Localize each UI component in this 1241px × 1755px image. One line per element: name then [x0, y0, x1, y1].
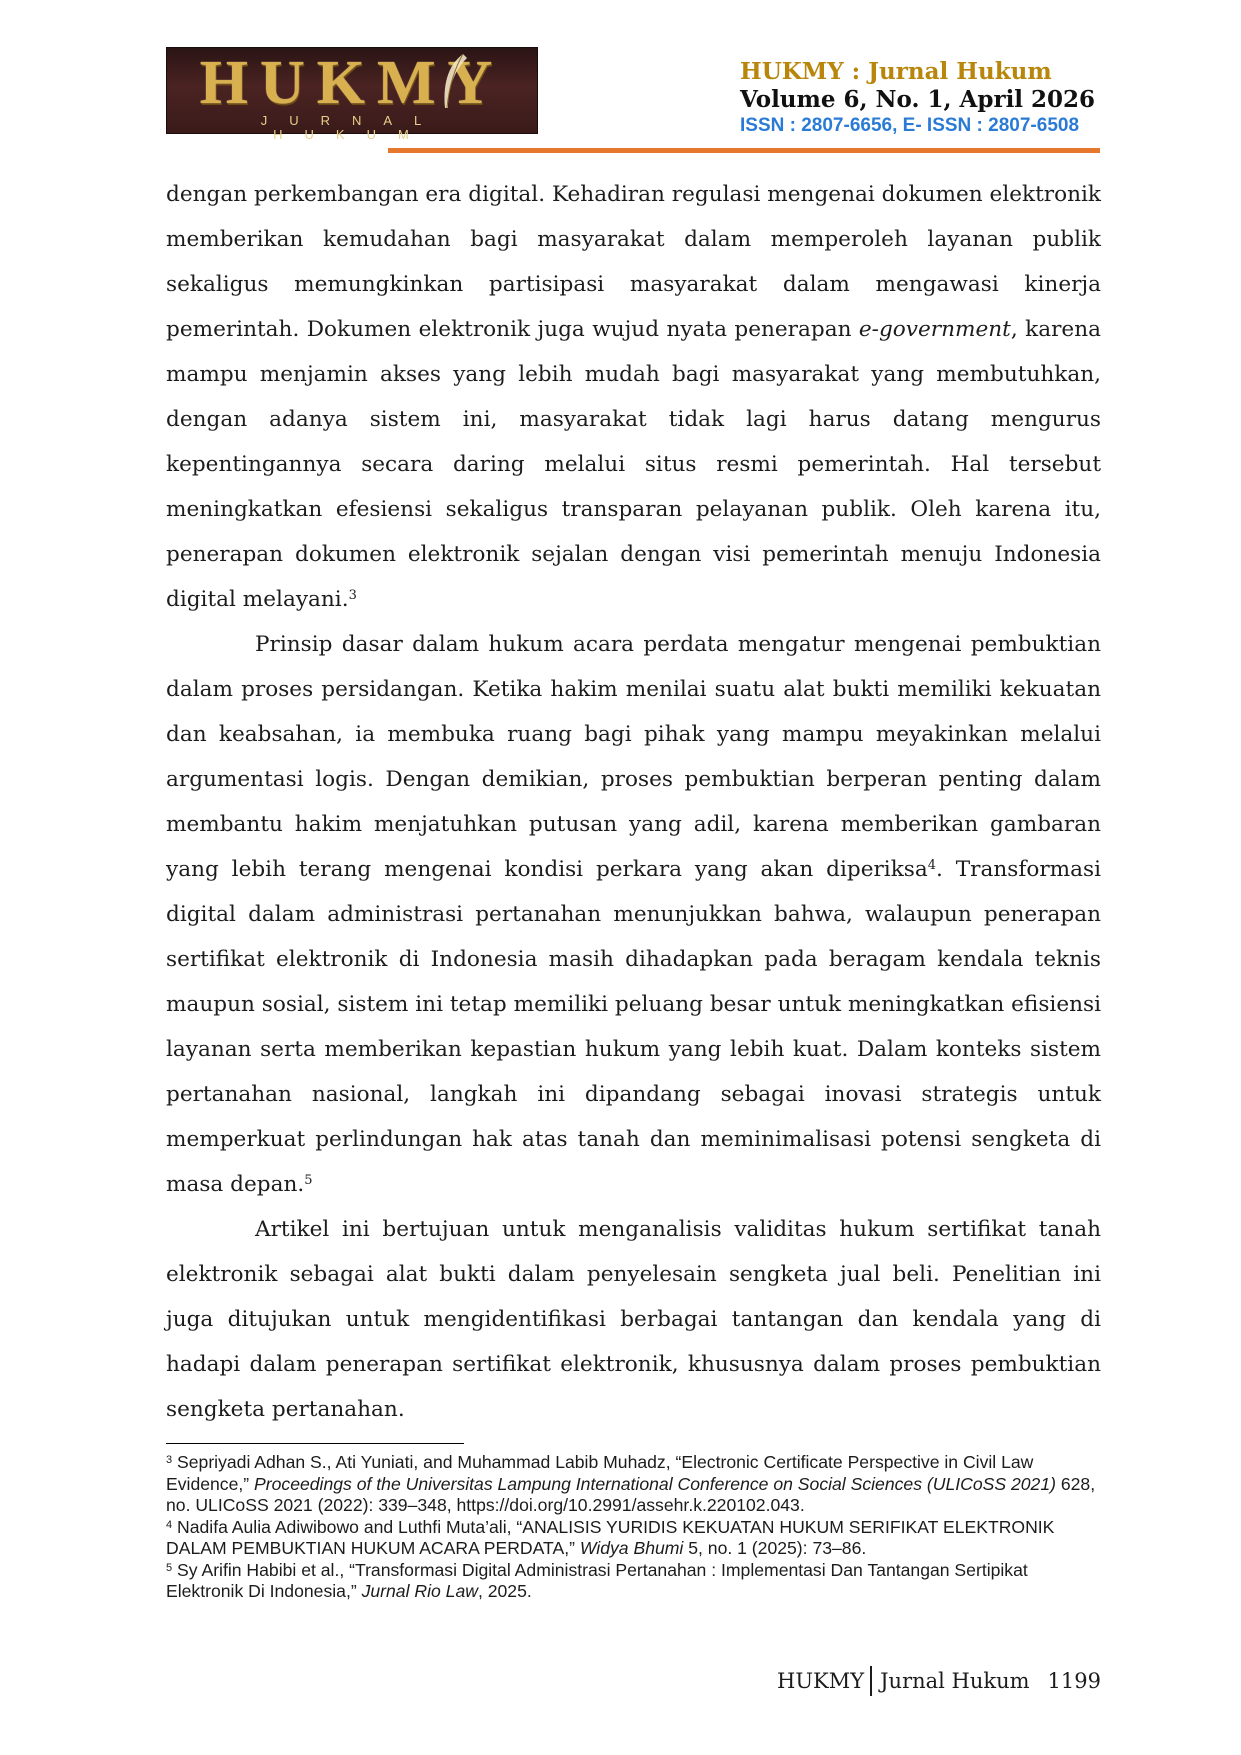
logo-subtitle: JURNAL HUKUM: [260, 113, 444, 142]
footnote-source-title: Jurnal Rio Law: [361, 1581, 478, 1601]
journal-name: HUKMY : Jurnal Hukum: [740, 58, 1052, 85]
footer-section: Jurnal Hukum: [880, 1669, 1030, 1693]
footnote-source-title: Proceedings of the Universitas Lampung International Conference on Social Sciences (ULICoSS 2021): [254, 1473, 1056, 1494]
logo-wordmark: HUKMY: [199, 49, 505, 117]
footnote-ref-5[interactable]: 5: [304, 1173, 313, 1188]
paragraph-1-emphasis: e-government: [858, 317, 1011, 342]
footnote-text: Sy Arifin Habibi et al., “Transformasi Digital Administrasi Pertanahan : Implementasi Dan Tantangan Sertipikat Elektronik Di Indonesia,”: [166, 1559, 1028, 1601]
journal-logo: [166, 47, 538, 142]
footer-journal: HUKMY: [777, 1669, 865, 1693]
footnote-source-title: Widya Bhumi: [579, 1538, 684, 1558]
journal-header-info: [740, 58, 1160, 138]
paragraph-3: Artikel ini bertujuan untuk menganalisis validitas hukum sertifikat tanah elektronik sebagai alat bukti dalam penyelesain sengketa jual beli. Penelitian ini juga ditujukan untuk mengidentifikasi berbagai tantangan dan kendala yang di hadapi dalam penerapan sertifikat elektronik, khususnya dalam proses pembuktian sengketa pertanahan.: [166, 1217, 1101, 1422]
footnotes: [166, 1452, 1101, 1603]
header-divider: [388, 148, 1100, 153]
paragraph-2-text-a: Prinsip dasar dalam hukum acara perdata mengatur mengenai pembuktian dalam proses persidangan. Ketika hakim menilai suatu alat bukti memiliki kekuatan dan keabsahan, ia membuka ruang bagi pihak yang mampu meyakinkan melalui argumentasi logis. Dengan demikian, proses pembuktian berperan penting dalam membantu hakim menjatuhkan putusan yang adil, karena memberikan gambaran yang lebih terang mengenai kondisi perkara yang akan diperiksa: [166, 632, 1101, 882]
article-body: [166, 172, 1101, 1432]
journal-volume: Volume 6, No. 1, April 2026: [740, 86, 1096, 113]
quill-pen-icon: [433, 52, 473, 112]
footnote-text: , 2025.: [477, 1581, 532, 1601]
footnote-text: 628, no. ULICoSS 2021 (2022): 339–348, https://doi.org/10.2991/assehr.k.220102.043.: [166, 1473, 1096, 1515]
footnote-3: [166, 1452, 1101, 1517]
footnote-text: Sepriyadi Adhan S., Ati Yuniati, and Muhammad Labib Muhadz, “Electronic Certificate Perspective in Civil Law Evidence,”: [166, 1452, 1034, 1494]
footer-divider: [870, 1666, 872, 1696]
footnote-4: [166, 1517, 1101, 1560]
page-footer: [777, 1666, 1101, 1696]
paragraph-1: [166, 172, 1101, 622]
footnote-ref-4[interactable]: 4: [927, 858, 937, 873]
footnote-ref-3[interactable]: 3: [348, 588, 357, 603]
paragraph-2-text-b: . Transformasi digital dalam administrasi pertanahan menunjukkan bahwa, walaupun penerapan sertifikat elektronik di Indonesia masih dihadapkan pada beragam kendala teknis maupun sosial, sistem ini tetap memiliki peluang besar untuk meningkatkan efisiensi layanan serta memberikan kepastian hukum yang lebih kuat. Dalam konteks sistem pertanahan nasional, langkah ini dipandang sebagai inovasi strategis untuk memperkuat perlindungan hak atas tanah dan meminimalisasi potensi sengketa di masa depan.: [166, 857, 1101, 1197]
footnote-5: [166, 1560, 1101, 1603]
footnote-separator: [166, 1443, 464, 1444]
journal-issn: ISSN : 2807-6656, E- ISSN : 2807-6508: [740, 115, 1080, 136]
footnote-number: 5: [166, 1561, 173, 1574]
footnote-number: 4: [166, 1518, 173, 1531]
paragraph-2: [166, 622, 1101, 1207]
paragraph-1-text-b: , karena mampu menjamin akses yang lebih mudah bagi masyarakat yang membutuhkan, dengan adanya sistem ini, masyarakat tidak lagi harus datang mengurus kepentingannya secara daring melalui situs resmi pemerintah. Hal tersebut meningkatkan efesiensi sekaligus transparan pelayanan publik. Oleh karena itu, penerapan dokumen elektronik sejalan dengan visi pemerintah menuju Indonesia digital melayani.: [166, 317, 1101, 612]
footnote-number: 3: [166, 1454, 173, 1466]
page-number: 1199: [1047, 1669, 1101, 1693]
footnote-text: Nadifa Aulia Adiwibowo and Luthfi Muta’ali, “ANALISIS YURIDIS KEKUATAN HUKUM SERIFIKAT ELEKTRONIK DALAM PEMBUKTIAN HUKUM ACARA PERDATA,”: [166, 1516, 1055, 1558]
footnote-text: 5, no. 1 (2025): 73–86.: [683, 1538, 867, 1558]
paragraph-1-text-a: dengan perkembangan era digital. Kehadiran regulasi mengenai dokumen elektronik memberikan kemudahan bagi masyarakat dalam memperoleh layanan publik sekaligus memungkinkan partisipasi masyarakat dalam mengawasi kinerja pemerintah. Dokumen elektronik juga wujud nyata penerapan: [166, 182, 1101, 342]
